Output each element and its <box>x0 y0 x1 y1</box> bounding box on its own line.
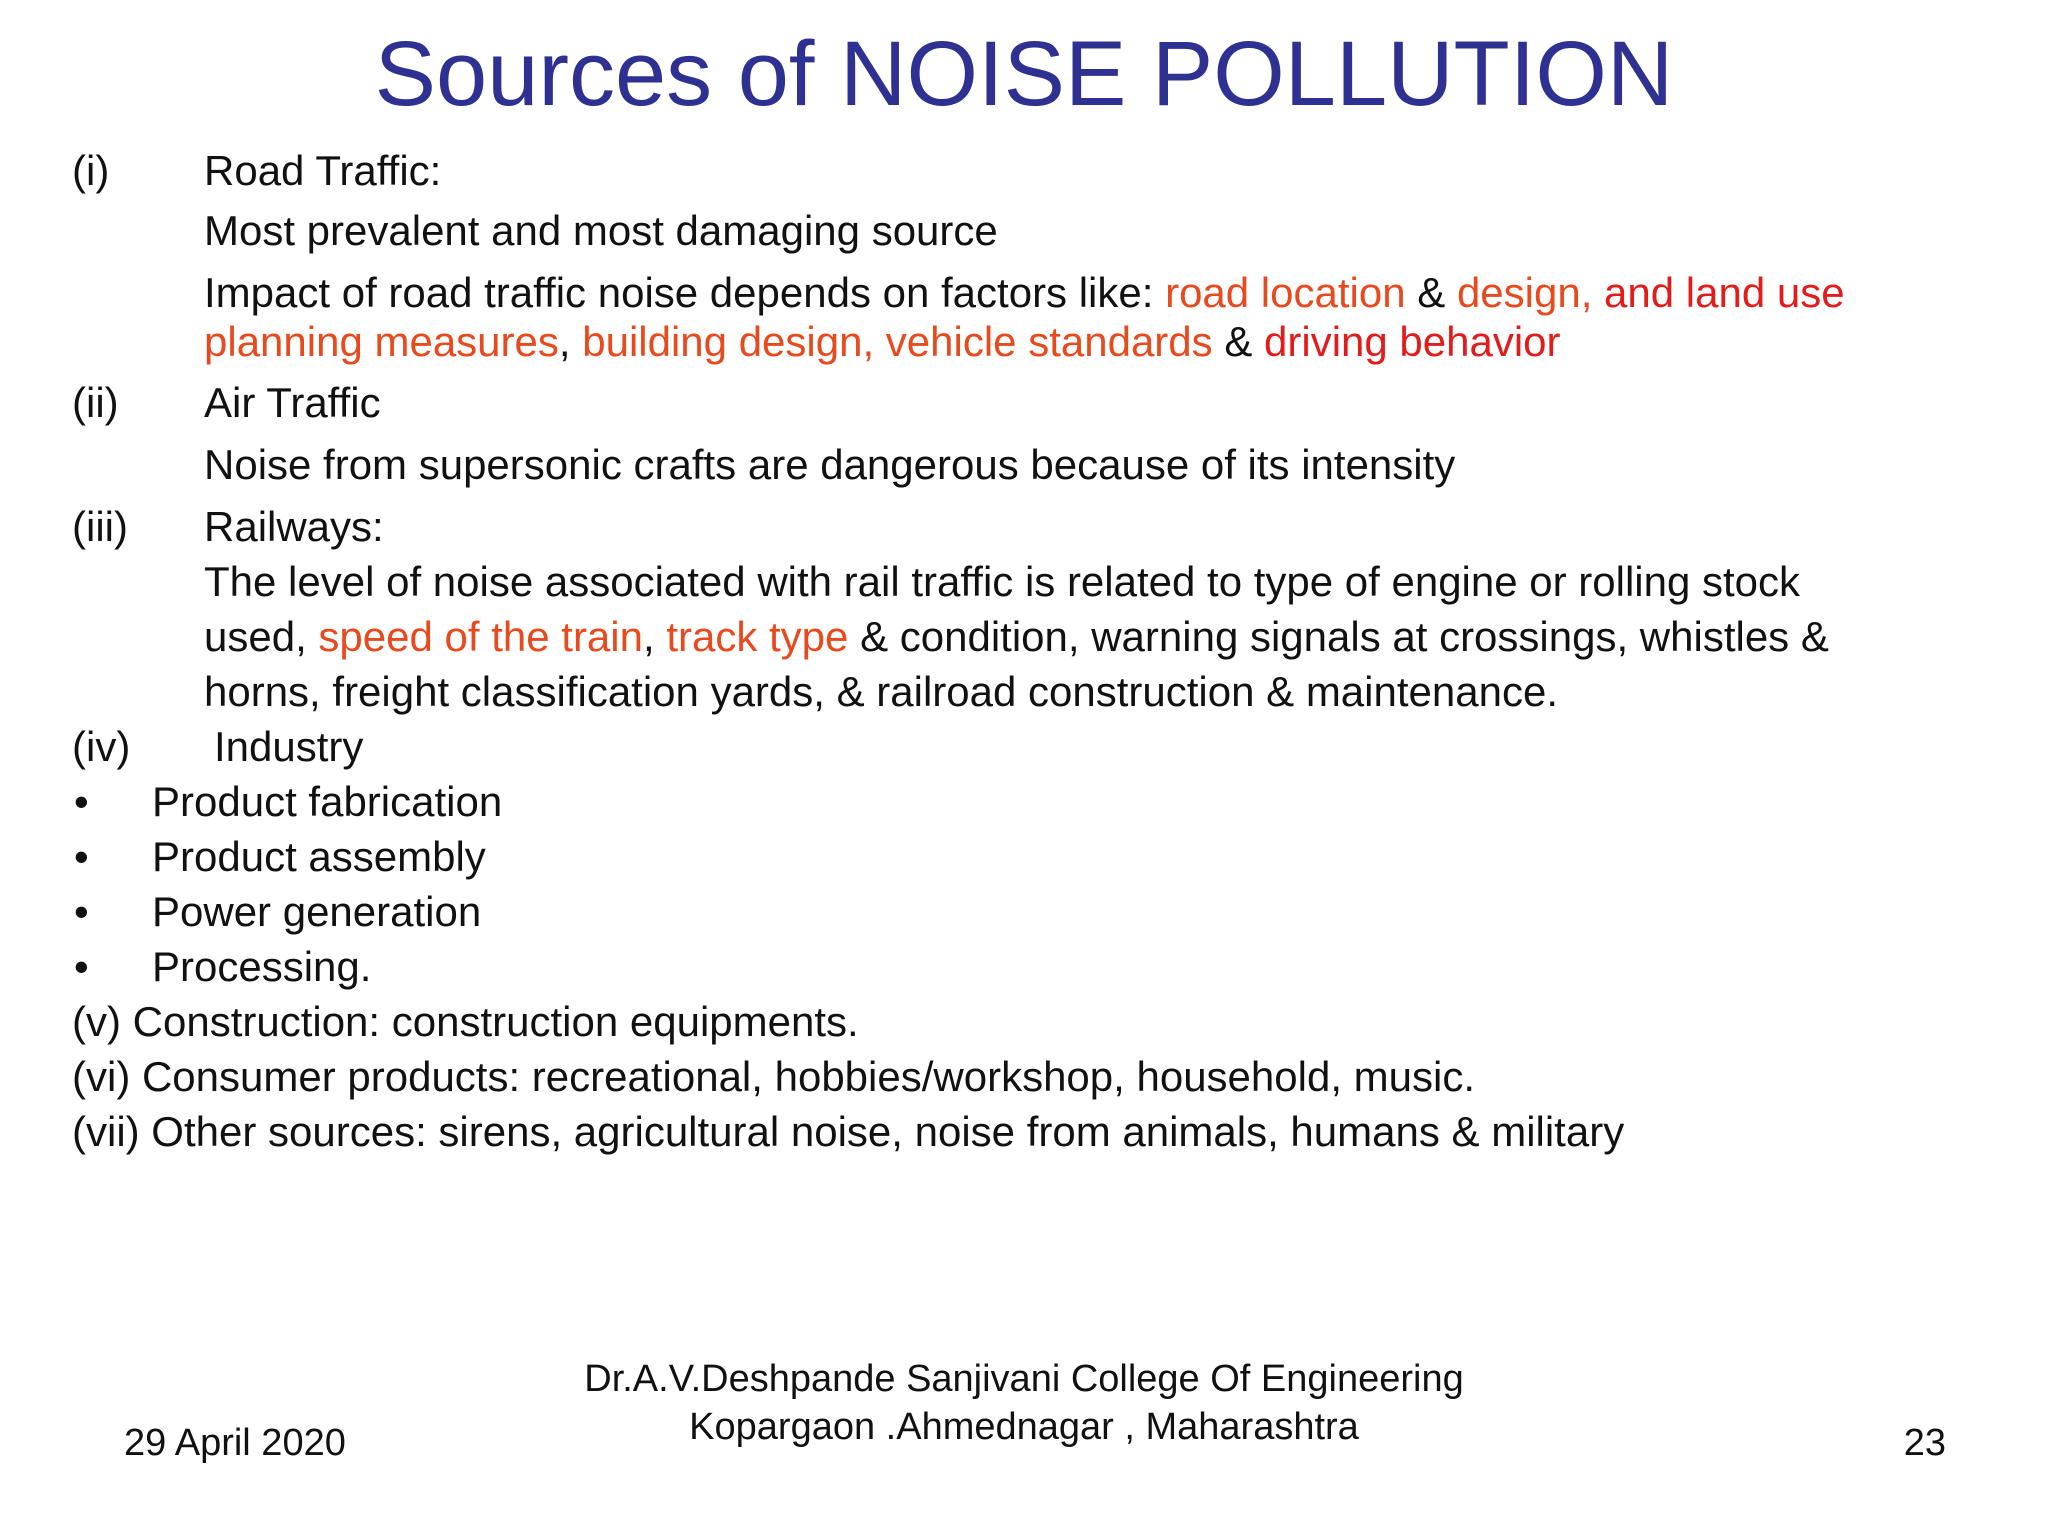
rail-description-2 <box>204 612 1829 662</box>
slide-title: Sources of NOISE POLLUTION <box>374 23 1674 125</box>
section-number-industry: (iv) <box>72 723 131 770</box>
highlight-building-design: building design, vehicle standards <box>582 318 1213 365</box>
highlight-driving-behavior: driving behavior <box>1264 318 1561 365</box>
road-description: Most prevalent and most damaging source <box>204 207 998 254</box>
comma: , <box>558 318 583 365</box>
bullet-marker: • <box>74 778 89 825</box>
highlight-land-use: and land use <box>1592 269 1845 316</box>
highlight-speed-of-train: speed of the train <box>318 613 643 660</box>
highlight-design: design, <box>1456 269 1593 316</box>
section-heading-rail: Railways: <box>204 503 384 550</box>
impact-prefix: Impact of road traffic noise depends on factors like: <box>204 269 1166 316</box>
footer-institution-line-2: Kopargaon .Ahmednagar , Maharashtra <box>689 1405 1359 1448</box>
list-item: Product fabrication <box>152 778 503 825</box>
rail-text: & condition, warning signals at crossings, whistles & <box>848 613 1829 660</box>
highlight-track-type: track type <box>666 613 849 660</box>
footer-institution-line-1: Dr.A.V.Deshpande Sanjivani College Of Engineering <box>584 1358 1464 1400</box>
road-impact-line <box>204 268 1845 318</box>
section-other-sources: (vii) Other sources: sirens, agricultural noise, noise from animals, humans & military <box>72 1108 1625 1155</box>
highlight-planning-measures: planning measures <box>204 318 559 365</box>
bullet-marker: • <box>74 888 89 935</box>
bullet-marker: • <box>74 943 89 990</box>
list-item: Processing. <box>152 943 372 990</box>
section-construction: (v) Construction: construction equipments. <box>72 998 859 1045</box>
section-heading-road: Road Traffic: <box>204 147 442 194</box>
section-heading-industry: Industry <box>214 723 364 770</box>
ampersand: & <box>1405 269 1457 316</box>
air-description: Noise from supersonic crafts are dangerous because of its intensity <box>204 441 1456 488</box>
ampersand: & <box>1212 318 1265 365</box>
section-number-road: (i) <box>72 147 110 194</box>
footer-date: 29 April 2020 <box>124 1422 346 1464</box>
rail-text: used, <box>204 613 319 660</box>
highlight-road-location: road location <box>1165 269 1406 316</box>
page-number: 23 <box>1903 1422 1946 1464</box>
rail-description-1: The level of noise associated with rail traffic is related to type of engine or rolling stock <box>204 558 1801 605</box>
list-item: Power generation <box>152 888 482 935</box>
list-item: Product assembly <box>152 833 486 880</box>
section-number-air: (ii) <box>72 379 119 426</box>
bullet-marker: • <box>74 833 89 880</box>
comma: , <box>642 613 667 660</box>
road-impact-line-2 <box>204 317 1561 367</box>
section-heading-air: Air Traffic <box>204 379 381 426</box>
section-consumer-products: (vi) Consumer products: recreational, hobbies/workshop, household, music. <box>72 1053 1476 1100</box>
section-number-rail: (iii) <box>72 503 128 550</box>
rail-description-3: horns, freight classification yards, & railroad construction & maintenance. <box>204 668 1558 715</box>
